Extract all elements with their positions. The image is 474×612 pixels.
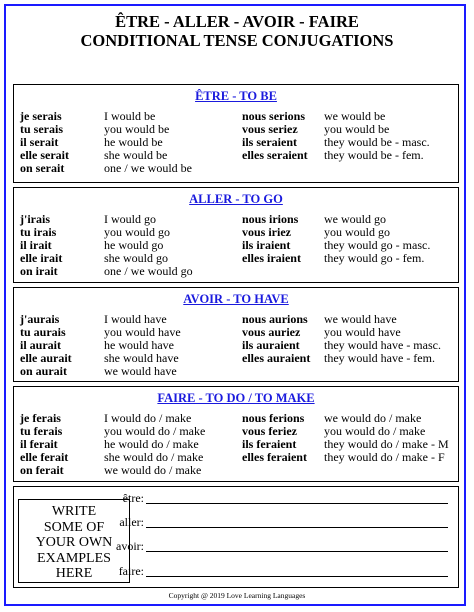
plural-form: elles auraient [242, 351, 311, 365]
singular-translation: she would do / make [104, 450, 204, 464]
write-prompt-line: SOME OF [43, 519, 105, 535]
plural-translation: you would do / make [324, 424, 426, 438]
plural-form: elles iraient [242, 251, 301, 265]
plural-form: vous iriez [242, 225, 291, 239]
plural-translation: they would have - masc. [324, 338, 441, 352]
plural-form: elles feraient [242, 450, 307, 464]
plural-translation: we would do / make [324, 411, 422, 425]
singular-translation: I would do / make [104, 411, 192, 425]
plural-translation: we would go [324, 212, 386, 226]
singular-form: il aurait [20, 338, 61, 352]
conjugation-rows [14, 213, 458, 278]
plural-form: ils seraient [242, 135, 297, 149]
singular-translation: he would go [104, 238, 164, 252]
example-line-tre [116, 491, 144, 507]
example-label: être: [122, 491, 144, 505]
singular-translation: she would go [104, 251, 168, 265]
singular-translation: we would do / make [104, 463, 202, 477]
write-prompt-box [18, 499, 130, 583]
singular-form: elle serait [20, 148, 69, 162]
example-label: aller: [119, 515, 144, 529]
page-title: ÊTRE - ALLER - AVOIR - FAIRE [115, 12, 359, 31]
singular-form: on irait [20, 264, 58, 278]
conjugation-row [14, 252, 458, 265]
conjugation-row [14, 451, 458, 464]
example-writing-line[interactable] [146, 551, 448, 552]
singular-translation: he would be [104, 135, 163, 149]
singular-form: j'irais [20, 212, 50, 226]
section-heading: ALLER - TO GO [189, 192, 283, 206]
example-label: avoir: [116, 539, 144, 553]
plural-form: ils feraient [242, 437, 297, 451]
conjugation-row [14, 265, 458, 278]
plural-translation: you would be [324, 122, 390, 136]
plural-translation: they would do / make - M [324, 437, 449, 451]
singular-form: on aurait [20, 364, 68, 378]
plural-translation: they would be - fem. [324, 148, 424, 162]
example-line-avoir [116, 539, 144, 555]
singular-translation: you would have [104, 325, 181, 339]
singular-form: il ferait [20, 437, 58, 451]
singular-translation: I would have [104, 312, 167, 326]
plural-form: vous auriez [242, 325, 301, 339]
plural-translation: you would go [324, 225, 390, 239]
plural-form: nous irions [242, 212, 299, 226]
plural-form: ils auraient [242, 338, 300, 352]
plural-translation: they would do / make - F [324, 450, 445, 464]
conjugation-rows [14, 412, 458, 477]
page-subtitle: CONDITIONAL TENSE CONJUGATIONS [80, 31, 394, 50]
copyright-text: Copyright @ 2019 Love Learning Languages [168, 591, 306, 600]
conjugation-section-avoir [13, 287, 459, 382]
plural-form: ils iraient [242, 238, 291, 252]
singular-translation: you would do / make [104, 424, 206, 438]
conjugation-row [14, 365, 458, 378]
singular-form: elle ferait [20, 450, 69, 464]
singular-form: tu ferais [20, 424, 63, 438]
write-prompt-line: EXAMPLES [37, 550, 111, 566]
singular-form: elle aurait [20, 351, 72, 365]
conjugation-section-tre [13, 84, 459, 183]
singular-translation: you would be [104, 122, 170, 136]
singular-translation: he would have [104, 338, 174, 352]
section-heading: ÊTRE - TO BE [195, 89, 277, 103]
conjugation-row [14, 149, 458, 162]
singular-form: j'aurais [20, 312, 60, 326]
plural-form: nous serions [242, 109, 306, 123]
singular-form: je serais [20, 109, 62, 123]
write-prompt-line: YOUR OWN [35, 535, 113, 550]
singular-translation: you would go [104, 225, 170, 239]
singular-form: elle irait [20, 251, 63, 265]
conjugation-row [14, 110, 458, 123]
example-writing-line[interactable] [146, 527, 448, 528]
conjugation-rows [14, 313, 458, 378]
plural-translation: we would be [324, 109, 386, 123]
conjugation-row [14, 464, 458, 477]
write-prompt-line: WRITE [51, 504, 97, 519]
plural-translation: they would go - masc. [324, 238, 431, 252]
conjugation-section-aller [13, 187, 459, 283]
plural-translation: we would have [324, 312, 397, 326]
plural-form: nous ferions [242, 411, 305, 425]
plural-form: nous aurions [242, 312, 308, 326]
examples-box [13, 486, 459, 588]
plural-form: elles seraient [242, 148, 308, 162]
singular-translation: he would do / make [104, 437, 199, 451]
conjugation-rows [14, 110, 458, 175]
singular-form: il serait [20, 135, 59, 149]
singular-translation: one / we would go [104, 264, 193, 278]
section-heading: AVOIR - TO HAVE [183, 292, 289, 306]
section-heading: FAIRE - TO DO / TO MAKE [157, 391, 315, 405]
example-writing-line[interactable] [146, 576, 448, 577]
conjugation-section-faire [13, 386, 459, 482]
singular-form: on ferait [20, 463, 64, 477]
singular-form: tu aurais [20, 325, 66, 339]
singular-form: on serait [20, 161, 65, 175]
write-prompt-line: HERE [55, 566, 93, 581]
singular-translation: we would have [104, 364, 177, 378]
singular-translation: I would go [104, 212, 156, 226]
example-label: faire: [118, 564, 144, 578]
example-line-faire [116, 564, 144, 580]
plural-translation: they would be - masc. [324, 135, 430, 149]
example-line-aller [116, 515, 144, 531]
singular-translation: I would be [104, 109, 156, 123]
plural-translation: they would have - fem. [324, 351, 435, 365]
plural-translation: you would have [324, 325, 401, 339]
plural-form: vous feriez [242, 424, 297, 438]
singular-form: tu serais [20, 122, 63, 136]
plural-form: vous seriez [242, 122, 298, 136]
conjugation-row [14, 352, 458, 365]
conjugation-row [14, 162, 458, 175]
plural-translation: they would go - fem. [324, 251, 425, 265]
singular-translation: one / we would be [104, 161, 192, 175]
singular-form: tu irais [20, 225, 57, 239]
conjugation-row [14, 213, 458, 226]
singular-translation: she would be [104, 148, 168, 162]
example-writing-line[interactable] [146, 503, 448, 504]
singular-form: il irait [20, 238, 52, 252]
singular-translation: she would have [104, 351, 179, 365]
singular-form: je ferais [20, 411, 61, 425]
